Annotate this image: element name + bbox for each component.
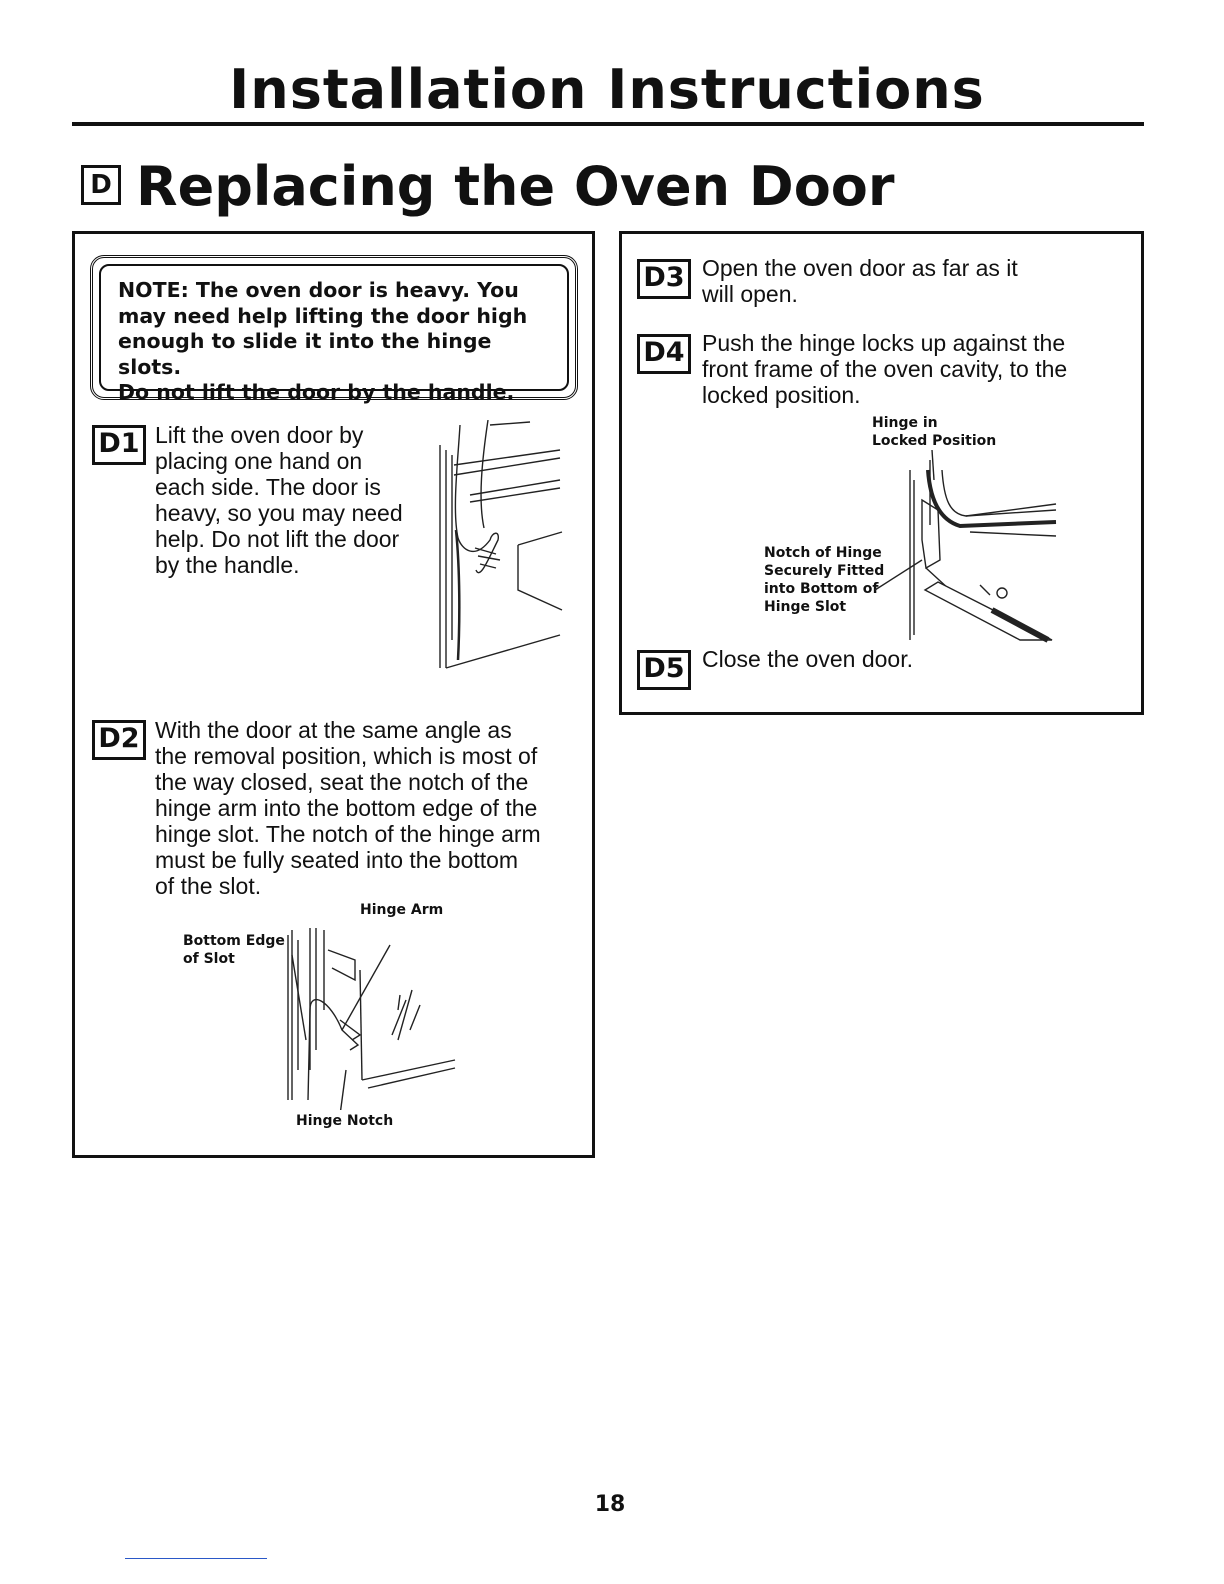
hinge-locked-illustration [870, 450, 1060, 645]
lift-door-illustration [430, 420, 570, 670]
label-notch-of-hinge [764, 544, 884, 616]
label-line: of Slot [183, 951, 235, 967]
section-heading: Replacing the Oven Door [136, 155, 895, 218]
step-line: locked position. [702, 382, 861, 408]
step-d3-text [702, 255, 1122, 307]
step-line: Push the hinge locks up against the [702, 330, 1066, 356]
note-line: may need help lifting the door high [118, 303, 528, 328]
label-hinge-notch: Hinge Notch [296, 1113, 394, 1129]
step-line: by the handle. [155, 552, 300, 578]
label-line: Hinge Slot [764, 599, 847, 615]
page-number: 18 [594, 1492, 626, 1517]
step-line: hinge arm into the bottom edge of the [155, 795, 538, 821]
step-badge-d1: D1 [92, 425, 146, 465]
step-line: help. Do not lift the door [155, 526, 400, 552]
step-line: Lift the oven door by [155, 422, 364, 448]
step-line: Close the oven door. [702, 646, 913, 672]
step-line: the way closed, seat the notch of the [155, 769, 529, 795]
label-line: Hinge in [872, 415, 938, 431]
label-bottom-edge [183, 932, 285, 968]
step-line: of the slot. [155, 873, 262, 899]
step-line: hinge slot. The notch of the hinge arm [155, 821, 541, 847]
note-line: enough to slide it into the hinge slots. [118, 329, 492, 379]
step-line: With the door at the same angle as [155, 717, 512, 743]
step-badge-d4: D4 [637, 334, 691, 374]
label-line: into Bottom of [764, 581, 879, 597]
label-hinge-arm: Hinge Arm [360, 902, 444, 918]
step-line: each side. The door is [155, 474, 381, 500]
step-line: heavy, so you may need [155, 500, 403, 526]
label-line: Securely Fitted [764, 563, 885, 579]
label-line: Notch of Hinge [764, 545, 882, 561]
label-line: Locked Position [872, 433, 997, 449]
step-line: the removal position, which is most of [155, 743, 538, 769]
step-line: will open. [702, 281, 798, 307]
label-line: Bottom Edge [183, 933, 285, 949]
step-d1-text [155, 422, 425, 578]
step-line: placing one hand on [155, 448, 363, 474]
section-badge: D [81, 165, 121, 205]
step-line: front frame of the oven cavity, to the [702, 356, 1068, 382]
hinge-arm-illustration [280, 920, 470, 1110]
step-badge-d5: D5 [637, 650, 691, 690]
note-line: Do not lift the door by the handle. [118, 380, 515, 404]
step-line: Open the oven door as far as it [702, 255, 1018, 281]
footer-divider [125, 1558, 267, 1559]
label-hinge-locked [872, 414, 996, 450]
step-d5-text [702, 646, 1122, 672]
note-text [118, 278, 558, 406]
step-d2-text [155, 717, 575, 899]
step-line: must be fully seated into the bottom [155, 847, 519, 873]
step-d4-text [702, 330, 1132, 408]
step-badge-d2: D2 [92, 720, 146, 760]
page-title: Installation Instructions [229, 58, 985, 121]
note-line: NOTE: The oven door is heavy. You [118, 278, 519, 302]
step-badge-d3: D3 [637, 259, 691, 299]
title-divider [72, 122, 1144, 126]
